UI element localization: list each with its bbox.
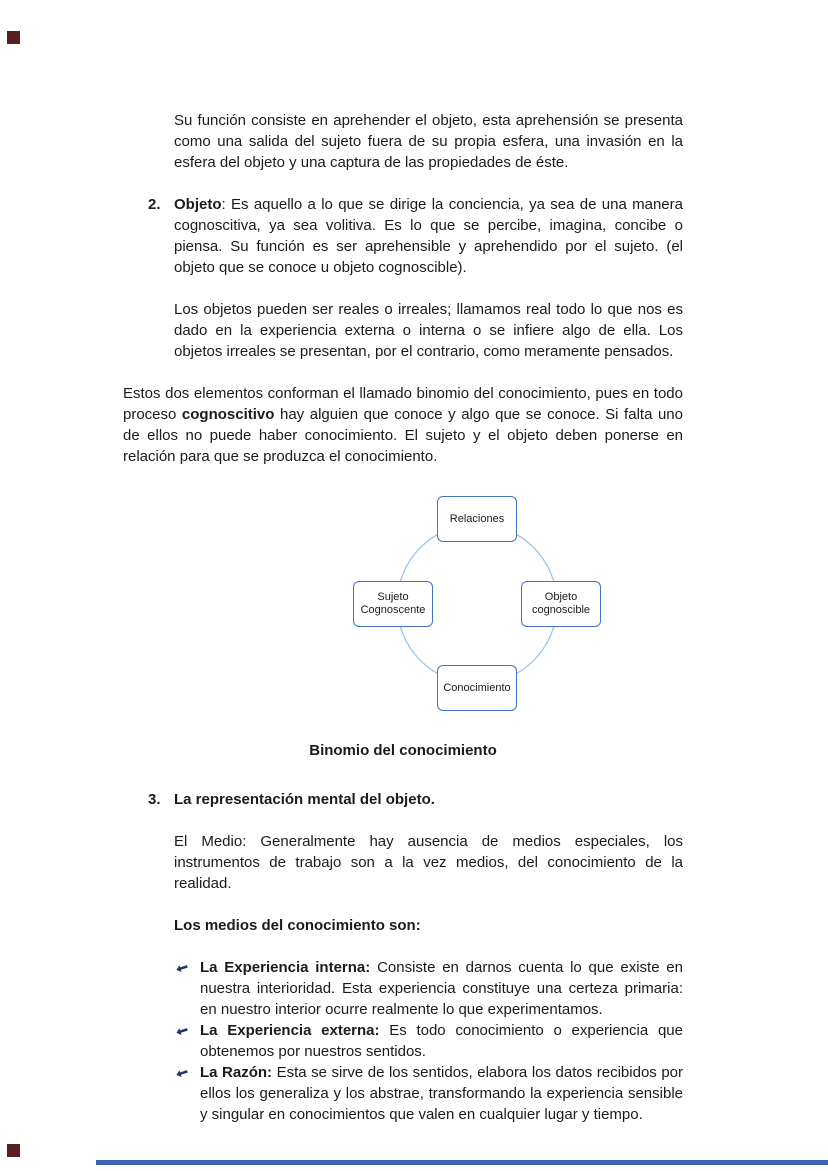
item-2-term: Objeto xyxy=(174,196,222,213)
diagram-node-conocimiento: Conocimiento xyxy=(437,665,517,711)
item-3-title: La representación mental del objeto. xyxy=(174,791,435,808)
binomio-paragraph-part2: hay alguien que conoce y algo que se conoce. Si falta uno de ellos no puede haber conocimiento. El sujeto y el objeto deben ponerse en relación para que se produzca el conocimiento. xyxy=(123,406,683,465)
corner-square-top xyxy=(7,31,20,44)
document-content xyxy=(123,110,683,1125)
numbered-item-3 xyxy=(123,789,683,810)
arrow-bullet-icon xyxy=(175,1025,188,1036)
binomio-paragraph-bold: cognoscitivo xyxy=(181,406,275,423)
item-2-number: 2. xyxy=(148,196,161,213)
intro-paragraph: Su función consiste en aprehender el objeto, esta aprehensión se presenta como una salida del sujeto fuera de su propia esfera, una invasión en la esfera del objeto y una captura de las propiedades de éste. xyxy=(174,112,683,171)
list-item-experiencia-interna xyxy=(123,957,683,1020)
medios-bullet-list xyxy=(123,957,683,1125)
item-2-definition: : Es aquello a lo que se dirige la conciencia, ya sea de una manera cognoscitiva, ya sea volitiva. Es lo que se percibe, imagina, concibe o piensa. Su función es ser aprehensible y aprehendido por el sujeto. (el objeto que se conoce u objeto cognoscible). xyxy=(174,196,683,276)
item-3-number: 3. xyxy=(148,791,161,808)
diagram-node-sujeto-cognoscente: Sujeto Cognoscente xyxy=(353,581,433,627)
bullet-text: Consiste en darnos cuenta lo que existe en nuestra interioridad. Esta experiencia constituye una certeza primaria: en nuestro interior ocurre realmente lo que experimentamos. xyxy=(200,959,683,1018)
numbered-item-2 xyxy=(123,194,683,278)
item-2-paragraph-2: Los objetos pueden ser reales o irreales; llamamos real todo lo que nos es dado en la experiencia externa o interna o se infiere algo de ella. Los objetos irreales se presentan, por el contrario, como meramente pensados. xyxy=(174,301,683,360)
list-item-experiencia-externa xyxy=(123,1020,683,1062)
corner-square-bottom xyxy=(7,1144,20,1157)
diagram-node-relaciones: Relaciones xyxy=(437,496,517,542)
diagram-node-objeto-cognoscible: Objeto cognoscible xyxy=(521,581,601,627)
bullet-text: Esta se sirve de los sentidos, elabora los datos recibidos por ellos los generaliza y los abstrae, transformando la experiencia sensible y singular en conocimientos que valen en cualquier lugar y tiempo. xyxy=(200,1064,684,1123)
bullet-term: La Experiencia externa: xyxy=(200,1022,380,1039)
bullet-term: La Experiencia interna: xyxy=(200,959,371,976)
arrow-bullet-icon xyxy=(175,1067,188,1078)
binomio-paragraph-part1: Estos dos elementos conforman el llamado binomio del conocimiento, pues en todo proceso xyxy=(123,385,683,423)
binomio-paragraph xyxy=(123,383,683,467)
medio-paragraph: El Medio: Generalmente hay ausencia de medios especiales, los instrumentos de trabajo son a la vez medios, del conocimiento de la realidad. xyxy=(174,833,683,892)
list-item-la-razon xyxy=(123,1062,683,1125)
bullet-term: La Razón: xyxy=(200,1064,273,1081)
arrow-bullet-icon xyxy=(175,962,188,973)
footer-border-line xyxy=(96,1160,828,1165)
binomio-diagram xyxy=(317,496,641,714)
bullet-text: Es todo conocimiento o experiencia que obtenemos por nuestros sentidos. xyxy=(200,1022,683,1060)
diagram-caption: Binomio del conocimiento xyxy=(309,742,497,759)
medios-heading: Los medios del conocimiento son: xyxy=(174,917,421,934)
